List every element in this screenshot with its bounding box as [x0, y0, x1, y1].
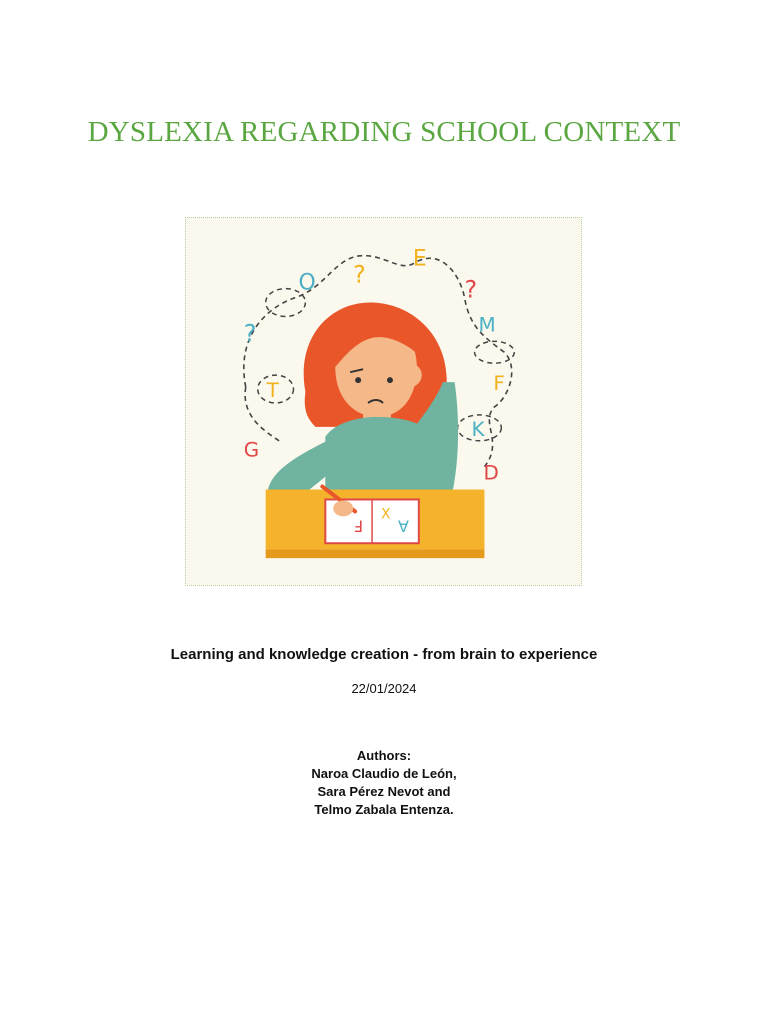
letter-m: M: [478, 313, 496, 337]
document-title: DYSLEXIA REGARDING SCHOOL CONTEXT: [87, 116, 681, 148]
letter-e: E: [412, 246, 427, 272]
confused-girl-illustration: [186, 218, 581, 585]
letter-f: F: [493, 372, 505, 396]
letter-k: K: [471, 417, 485, 441]
author-name: Naroa Claudio de León,: [311, 766, 457, 781]
author-name: Sara Pérez Nevot and: [317, 784, 451, 799]
letter-d: D: [483, 461, 499, 485]
authors-block: [0, 747, 768, 819]
document-date: 22/01/2024: [351, 681, 417, 696]
letter-question-1: ?: [353, 260, 366, 289]
book-letter-a: A: [397, 516, 409, 536]
authors-heading: Authors:: [356, 748, 412, 763]
letter-question-3: ?: [243, 319, 257, 348]
letter-t: T: [266, 379, 279, 403]
author-name: Telmo Zabala Entenza.: [314, 802, 454, 817]
book-letter-f: F: [353, 516, 364, 536]
book-letter-x: X: [381, 506, 391, 523]
letter-o: O: [298, 270, 316, 296]
letter-question-2: ?: [464, 275, 478, 304]
cover-illustration: [185, 217, 582, 586]
document-subtitle: Learning and knowledge creation - from brain to experience: [170, 646, 598, 663]
letter-g: G: [243, 438, 260, 462]
